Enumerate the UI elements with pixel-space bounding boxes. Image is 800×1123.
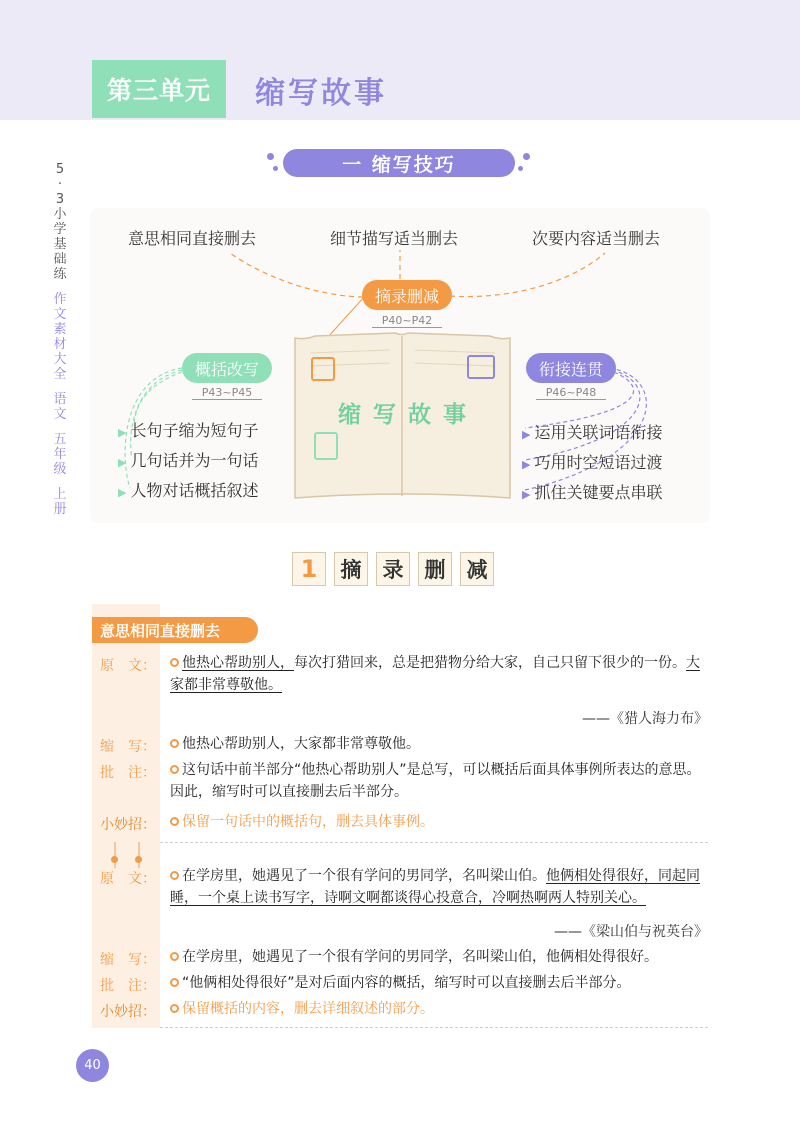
sidebar-grade-2: 年 [53, 447, 67, 462]
label-tip-1: 小妙招： [100, 817, 156, 833]
right-item-2: ▶ 巧用时空短语过渡 [522, 453, 663, 472]
label-original-2: 原 文： [100, 871, 156, 887]
example-1-original: 他热心帮助别人，每次打猎回来，总是把猎物分给大家，自己只留下很少的一份。大家都非常尊敬他。 [170, 655, 700, 693]
divider [160, 1027, 708, 1028]
bullet-icon [170, 871, 179, 880]
connector-line [131, 370, 182, 458]
connector [138, 842, 140, 868]
label-abridged-2: 缩 写： [100, 952, 156, 968]
mindmap-top-item-1: 意思相同直接删去 [128, 229, 257, 248]
divider [160, 842, 708, 843]
page-number: 40 [76, 1049, 109, 1082]
connector-dot [135, 856, 142, 863]
example-2-original: 在学房里，她遇见了一个很有学问的男同学，名叫梁山伯。他俩相处得很好，同起同睡，一个桌上读书写字，诗啊文啊都谈得心投意合，冷啊热啊两人特别关心。 [170, 868, 700, 906]
sidebar-grade-3: 级 [53, 462, 67, 477]
bullet-icon [170, 658, 179, 667]
connector [114, 842, 116, 868]
example-2-note: “他俩相处得很好”是对后面内容的概括，缩写时可以直接删去后半部分。 [170, 972, 708, 994]
category-tab: 意思相同直接删去 [92, 617, 258, 643]
sidebar-book-6: 全 [53, 367, 67, 382]
bullet-icon [170, 739, 179, 748]
sidebar-book-4: 材 [53, 337, 67, 352]
sidebar-book-1: 作 [53, 292, 67, 307]
sidebar-book-2: 文 [53, 307, 67, 322]
connector-dot [111, 856, 118, 863]
sidebar-brand-2: · [57, 177, 63, 192]
example-1-tip: 保留一句话中的概括句，删去具体事例。 [170, 811, 708, 833]
subsection-title [292, 552, 494, 586]
example-1-abridged: 他热心帮助别人，大家都非常尊敬他。 [170, 733, 708, 755]
sidebar-brand-1: 5 [55, 162, 65, 177]
node-cohesion: 衔接连贯 [526, 353, 616, 383]
subsection-char-2: 录 [376, 552, 410, 586]
mindmap [90, 208, 710, 523]
label-note-1: 批 注： [100, 765, 156, 781]
triangle-icon: ▶ [522, 458, 531, 471]
sidebar-subject-1: 语 [53, 392, 67, 407]
node-cohesion-pages: P46~P48 [536, 386, 606, 400]
decor-dot [523, 153, 530, 160]
node-excerpt-delete: 摘录删减 [362, 280, 452, 310]
subsection-char-1: 摘 [334, 552, 368, 586]
left-item-1: ▶ 长句子缩为短句子 [118, 421, 259, 440]
node-excerpt-pages: P40~P42 [372, 314, 442, 328]
unit-label: 第三单元 [92, 60, 226, 118]
bullet-icon [170, 952, 179, 961]
sidebar-book-3: 素 [53, 322, 67, 337]
label-original-1: 原 文： [100, 658, 156, 674]
sidebar-volume-2: 册 [53, 502, 67, 517]
decor-dot [518, 166, 523, 171]
triangle-icon: ▶ [118, 456, 127, 469]
bullet-icon [170, 765, 179, 774]
sidebar-subject-2: 文 [53, 407, 67, 422]
sidebar-volume-1: 上 [53, 487, 67, 502]
node-summarize-rewrite: 概括改写 [182, 353, 272, 383]
decor-dot [273, 166, 278, 171]
sidebar-book-5: 大 [53, 352, 67, 367]
mindmap-top-item-3: 次要内容适当删去 [532, 229, 661, 248]
decor-dot [267, 153, 274, 160]
example-1-note: 这句话中前半部分“他热心帮助别人”是总写，可以概括后面具体事例所表达的意思。因此，缩写时可以直接删去后半部分。 [170, 762, 701, 800]
label-tip-2: 小妙招： [100, 1004, 156, 1020]
bullet-icon [170, 978, 179, 987]
sidebar-series-4: 础 [53, 252, 67, 267]
triangle-icon: ▶ [118, 486, 127, 499]
sidebar-brand-3: 3 [55, 192, 65, 207]
left-item-2: ▶ 几句话并为一句话 [118, 451, 259, 470]
bullet-icon [170, 817, 179, 826]
sidebar-grade-1: 五 [53, 432, 67, 447]
right-item-1: ▶ 运用关联词语衔接 [522, 423, 663, 442]
subsection-number: 1 [292, 552, 326, 586]
label-abridged-1: 缩 写： [100, 739, 156, 755]
label-note-2: 批 注： [100, 978, 156, 994]
connector-line [450, 253, 605, 297]
example-2-source: ——《梁山伯与祝英台》 [554, 924, 708, 940]
triangle-icon: ▶ [522, 428, 531, 441]
example-2-tip: 保留概括的内容，删去详细叙述的部分。 [170, 998, 708, 1020]
sidebar-series-3: 基 [53, 237, 67, 252]
subsection-char-3: 删 [418, 552, 452, 586]
section-title-banner [265, 146, 535, 180]
subsection-char-4: 减 [460, 552, 494, 586]
example-2-abridged: 在学房里，她遇见了一个很有学问的男同学，名叫梁山伯，他俩相处得很好。 [170, 946, 708, 968]
sidebar-series-1: 小 [53, 207, 67, 222]
example-1-source: ——《猎人海力布》 [582, 711, 708, 727]
right-item-3: ▶ 抓住关键要点串联 [522, 483, 663, 502]
sidebar-series-2: 学 [53, 222, 67, 237]
unit-title: 缩写故事 [255, 76, 387, 111]
triangle-icon: ▶ [522, 488, 531, 501]
section-title: 一 缩写技巧 [283, 149, 515, 177]
mindmap-top-item-2: 细节描写适当删去 [330, 229, 459, 248]
book-center-title: 缩 写 故 事 [337, 402, 469, 428]
triangle-icon: ▶ [118, 426, 127, 439]
node-summarize-pages: P43~P45 [192, 386, 262, 400]
sidebar-series-5: 练 [53, 267, 67, 282]
bullet-icon [170, 1004, 179, 1013]
left-item-3: ▶ 人物对话概括叙述 [118, 481, 259, 500]
sidebar-vertical-text [52, 162, 68, 517]
